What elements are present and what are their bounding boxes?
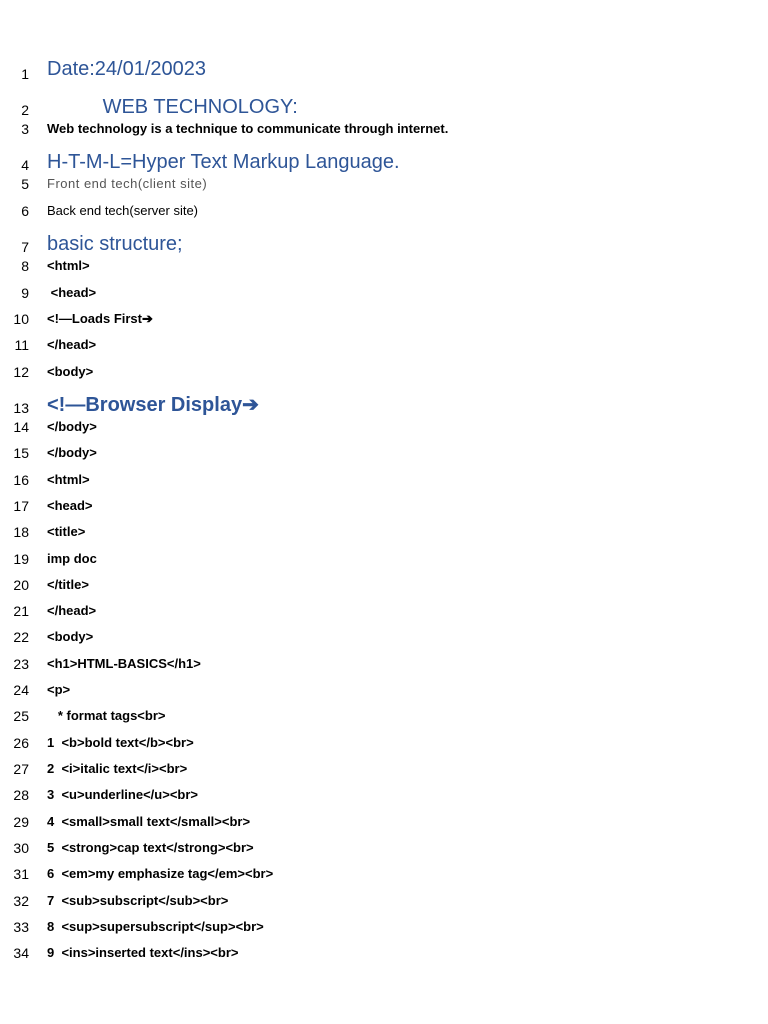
intro-sentence: Web technology is a technique to communicate through internet.	[47, 121, 449, 136]
html-definition-heading: H-T-M-L=Hyper Text Markup Language.	[47, 151, 400, 173]
line-number: 34	[13, 945, 29, 961]
right-arrow-icon: ➔	[242, 394, 259, 416]
line-number: 27	[13, 761, 29, 777]
code-line: <html>	[47, 258, 90, 273]
line-number: 33	[13, 919, 29, 935]
code-line: </title>	[47, 577, 89, 592]
code-line-text: <!—Loads First	[47, 311, 142, 326]
line-number: 1	[21, 66, 29, 82]
line-number: 25	[13, 708, 29, 724]
line-number: 31	[13, 866, 29, 882]
line-number: 18	[13, 524, 29, 540]
line-number: 15	[13, 445, 29, 461]
code-line: 8 <sup>supersubscript</sup><br>	[47, 919, 264, 934]
code-line: <head>	[47, 285, 97, 300]
line-number: 4	[21, 157, 29, 173]
code-line	[47, 311, 153, 327]
line-number: 3	[21, 121, 29, 137]
code-line: <body>	[47, 629, 94, 644]
doc-line-1	[0, 58, 768, 86]
line-number: 12	[13, 364, 29, 380]
line-number: 23	[13, 656, 29, 672]
line-number: 30	[13, 840, 29, 856]
basic-structure-heading: basic structure;	[47, 233, 183, 255]
code-line: 3 <u>underline</u><br>	[47, 787, 199, 802]
code-line: 2 <i>italic text</i><br>	[47, 761, 188, 776]
code-line: 5 <strong>cap text</strong><br>	[47, 840, 254, 855]
code-line: </body>	[47, 445, 97, 460]
line-number: 21	[13, 603, 29, 619]
line-number: 8	[21, 258, 29, 274]
line-number: 32	[13, 893, 29, 909]
code-line: <h1>HTML-BASICS</h1>	[47, 656, 201, 671]
line-number: 26	[13, 735, 29, 751]
front-end-text: Front end tech(client site)	[47, 176, 208, 191]
line-number: 7	[21, 239, 29, 255]
code-line: 4 <small>small text</small><br>	[47, 814, 251, 829]
code-line: <title>	[47, 524, 86, 539]
code-line: 7 <sub>subscript</sub><br>	[47, 893, 229, 908]
line-number: 10	[13, 311, 29, 327]
browser-display-heading	[47, 393, 259, 417]
line-number: 29	[13, 814, 29, 830]
line-number: 11	[14, 337, 29, 353]
code-line: </head>	[47, 603, 97, 618]
code-line: 1 <b>bold text</b><br>	[47, 735, 194, 750]
line-number: 20	[13, 577, 29, 593]
line-number: 19	[13, 551, 29, 567]
heading-text: <!—Browser Display	[47, 394, 243, 416]
line-number: 13	[13, 400, 29, 416]
line-number: 17	[13, 498, 29, 514]
code-line: </body>	[47, 419, 97, 434]
line-number: 5	[21, 176, 29, 192]
code-line: imp doc	[47, 551, 97, 566]
code-line: 6 <em>my emphasize tag</em><br>	[47, 866, 274, 881]
line-number: 14	[13, 419, 29, 435]
line-number: 22	[13, 629, 29, 645]
code-line: <head>	[47, 498, 93, 513]
line-number: 6	[21, 203, 29, 219]
back-end-text: Back end tech(server site)	[47, 203, 199, 218]
title-heading: WEB TECHNOLOGY:	[47, 96, 298, 118]
code-line: 9 <ins>inserted text</ins><br>	[47, 945, 239, 960]
right-arrow-icon: ➔	[142, 311, 153, 326]
line-number: 24	[13, 682, 29, 698]
line-number: 16	[13, 472, 29, 488]
code-line: * format tags<br>	[47, 708, 166, 723]
date-heading: Date:24/01/20023	[47, 58, 207, 80]
code-line: <body>	[47, 364, 94, 379]
code-line: <p>	[47, 682, 71, 697]
line-number: 2	[21, 102, 29, 118]
code-line: </head>	[47, 337, 97, 352]
line-number: 9	[21, 285, 29, 301]
line-number: 28	[13, 787, 29, 803]
code-line: <html>	[47, 472, 90, 487]
